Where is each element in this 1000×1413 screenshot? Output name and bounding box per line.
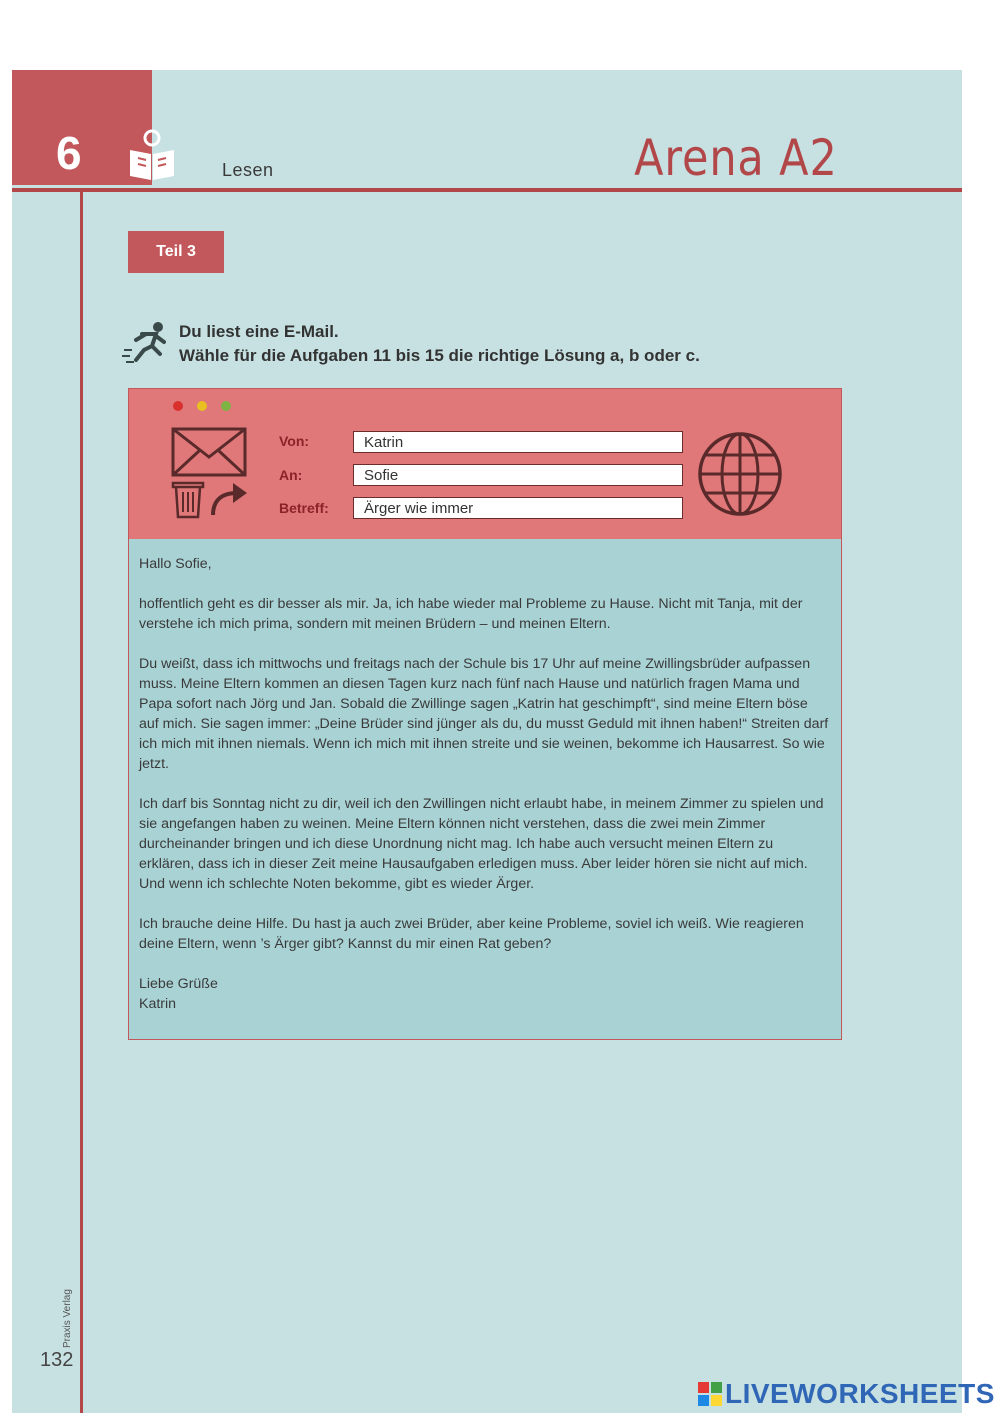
to-field[interactable]: Sofie [353, 464, 683, 486]
header-rule [12, 188, 962, 192]
window-dot-yellow [197, 401, 207, 411]
section-label: Lesen [222, 160, 274, 180]
series-title: Arena A2 [634, 129, 838, 187]
brand-watermark [697, 1378, 995, 1410]
email-signature: Katrin [139, 996, 177, 1012]
from-label: Von: [279, 433, 310, 449]
window-dot-red [173, 401, 183, 411]
envelope-icon [171, 427, 247, 477]
email-paragraph: hoffentlich geht es dir besser als mir. Ja, ich habe wieder mal Probleme zu Hause. Nicht mit Tanja, mit der verstehe ich mich prima, sondern mit meinen Brüdern – und meinen Eltern. [139, 596, 803, 632]
liveworksheets-logo-icon [697, 1381, 723, 1407]
chapter-number: 6 [56, 127, 82, 179]
page-number: 132 [40, 1349, 74, 1371]
trash-icon [171, 479, 205, 519]
left-margin-rule [80, 188, 83, 1413]
window-dot-green [221, 401, 231, 411]
brand-name: LIVEWORKSHEETS [725, 1378, 995, 1409]
instruction-line-2: Wähle für die Aufgaben 11 bis 15 die richtige Lösung a, b oder c. [179, 346, 700, 365]
task-instructions [179, 320, 700, 368]
email-paragraph: Du weißt, dass ich mittwochs und freitags nach der Schule bis 17 Uhr auf meine Zwillingsbrüder aufpassen muss. Meine Eltern kommen an diesen Tagen kurz nach fünf nach Hause und natürlich fragen Mama und Papa sofort nach Jörg und Jan. Sobald die Zwillinge sagen „Katrin hat geschimpft“, sind meine Eltern böse auf mich. Sie sagen immer: „Deine Brüder sind jünger als du, du musst Geduld mit ihnen haben!“ Streiten darf ich mich mit ihnen niemals. Wenn ich mich mit ihnen streite und sie weinen, bekomme ich Hausarrest. So wie jetzt. [139, 656, 829, 772]
runner-icon [122, 320, 172, 366]
part-badge: Teil 3 [128, 231, 224, 273]
email-window [128, 388, 842, 1040]
forward-icon [209, 481, 249, 517]
email-paragraph: Ich darf bis Sonntag nicht zu dir, weil ich den Zwillingen nicht erlaubt habe, in meinem Zimmer zu spielen und sie angefangen haben zu weinen. Meine Eltern können nicht verstehen, dass die zwei mein Zimmer durcheinander bringen und ich diese Unordnung nicht mag. Ich habe auch versucht meinen Eltern zu erklären, dass ich in dieser Zeit meine Hausaufgaben erledigen muss. Aber leider hören sie nicht auf mich. Und wenn ich schlechte Noten bekomme, gibt es wieder Ärger. [139, 796, 824, 892]
reader-icon [124, 128, 180, 182]
email-greeting: Hallo Sofie, [139, 556, 212, 572]
email-body [139, 554, 831, 1014]
email-paragraph: Ich brauche deine Hilfe. Du hast ja auch zwei Brüder, aber keine Probleme, soviel ich weiß. Wie reagieren deine Eltern, wenn ’s Ärger gibt? Kannst du mir einen Rat geben? [139, 916, 804, 952]
email-header [129, 389, 841, 539]
instruction-line-1: Du liest eine E-Mail. [179, 322, 339, 341]
email-closing: Liebe Grüße [139, 976, 218, 992]
from-field[interactable]: Katrin [353, 431, 683, 453]
to-label: An: [279, 467, 303, 483]
subject-label: Betreff: [279, 500, 329, 516]
globe-icon [697, 431, 783, 517]
publisher-credit: Praxis Verlag [62, 1289, 73, 1348]
subject-field[interactable]: Ärger wie immer [353, 497, 683, 519]
